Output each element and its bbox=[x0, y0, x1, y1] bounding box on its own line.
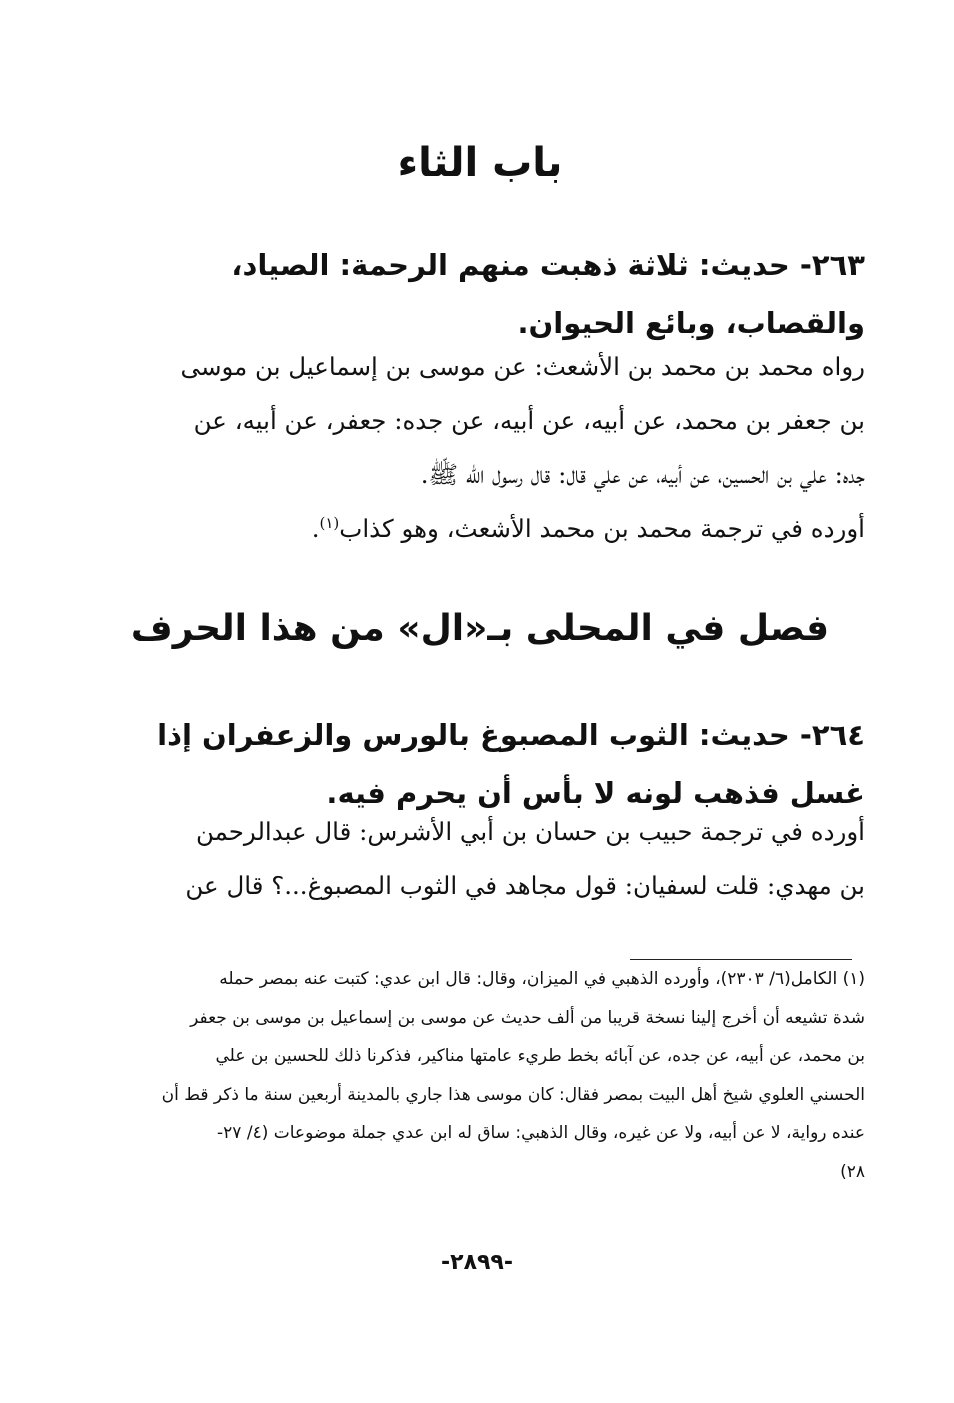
chapter-title: باب الثاء bbox=[397, 140, 563, 186]
narration-line: بن مهدي: قلت لسفيان: قول مجاهد في الثوب المصبوغ...؟ قال عن bbox=[185, 871, 865, 900]
narration-line bbox=[100, 502, 865, 556]
footnote-line: الحسني العلوي شيخ أهل البيت بمصر فقال: كان موسى هذا جاري بالمدينة أربعين سنة ما ذكر قط أن bbox=[161, 1084, 865, 1105]
footnote-line: بن محمد، عن أبيه، عن جده، عن آبائه بخط طريء عامتها مناكير، فذكرنا ذلك للحسين بن علي bbox=[215, 1046, 865, 1066]
footnote-reference[interactable]: (١) bbox=[319, 513, 340, 532]
hadith-line: والقصاب، وبائع الحيوان. bbox=[517, 306, 865, 340]
hadith-line: غسل فذهب لونه لا بأس أن يحرم فيه. bbox=[326, 776, 865, 810]
narration-line: جده: علي بن الحسين، عن أبيه، عن علي قال: قال رسول الله ﷺ. bbox=[420, 460, 865, 489]
narration-text bbox=[100, 805, 865, 913]
page-number: -٢٨٩٩- bbox=[441, 1250, 513, 1275]
footnote-line: عنده رواية، لا عن أبيه، ولا عن غيره، وقال الذهبي: ساق له ابن عدي جملة موضوعات (٤/ ٢٧- bbox=[217, 1123, 865, 1143]
footnote-line: (١) الكامل(٦/ ٢٣٠٣)، وأورده الذهبي في الميزان، وقال: قال ابن عدي: كتبت عنه بمصر حمله bbox=[219, 969, 865, 989]
narration-line: أورده في ترجمة حبيب بن حسان بن أبي الأشرس: قال عبدالرحمن bbox=[195, 817, 865, 846]
sentence-end: . bbox=[311, 514, 320, 543]
footnote-line: ٢٨) bbox=[840, 1161, 865, 1182]
narration-line-text: أورده في ترجمة محمد بن محمد الأشعث، وهو كذاب bbox=[339, 514, 865, 543]
hadith-text bbox=[100, 236, 865, 352]
narration-line: بن جعفر بن محمد، عن أبيه، عن أبيه، عن جده: جعفر، عن أبيه، عن bbox=[193, 406, 865, 435]
narration-line: رواه محمد بن محمد بن الأشعث: عن موسى بن إسماعيل بن موسى bbox=[180, 352, 865, 381]
narration-text bbox=[100, 340, 865, 556]
footnotes bbox=[100, 960, 865, 1191]
footnote-line: شدة تشيعه أن أخرج إلينا نسخة قريبا من ألف حديث عن موسى بن إسماعيل بن موسى بن جعفر bbox=[190, 1007, 865, 1028]
hadith-line: ٢٦٣- حديث: ثلاثة ذهبت منهم الرحمة: الصياد، bbox=[231, 248, 865, 282]
hadith-line: ٢٦٤- حديث: الثوب المصبوغ بالورس والزعفران إذا bbox=[157, 718, 865, 752]
section-title: فصل في المحلى بـ«ال» من هذا الحرف bbox=[130, 608, 830, 649]
